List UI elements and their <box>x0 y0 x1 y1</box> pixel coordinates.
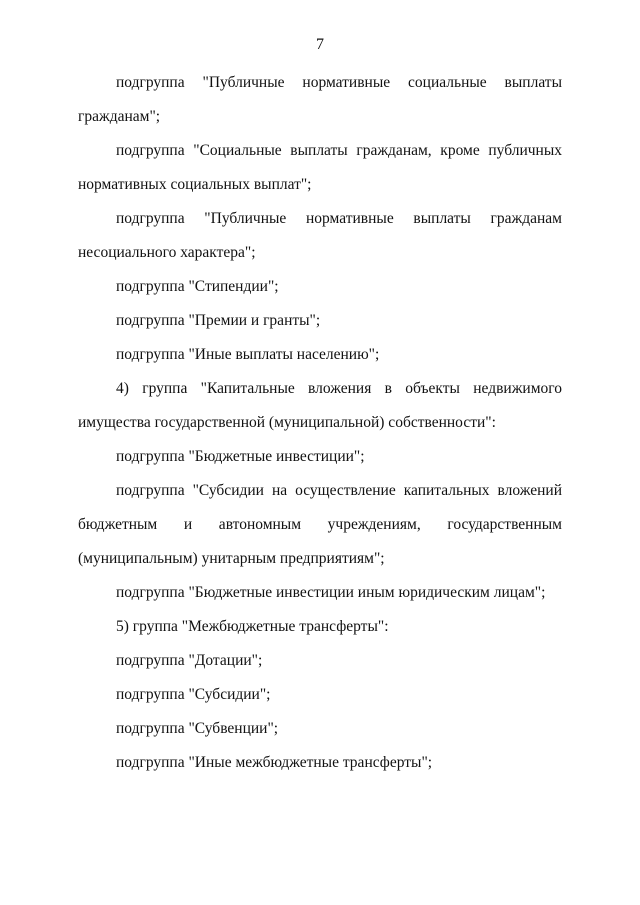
paragraph-subsidies: подгруппа "Субсидии"; <box>116 686 271 703</box>
page-number: 7 <box>316 36 324 53</box>
paragraph-budget-investments: подгруппа "Бюджетные инвестиции"; <box>116 448 365 465</box>
paragraph-public-normative-nonsocial-payments: подгруппа "Публичные нормативные выплаты гражданам несоциального характера"; <box>78 210 562 261</box>
paragraph-scholarships: подгруппа "Стипендии"; <box>116 278 279 295</box>
paragraph-group-capital-investments: 4) группа "Капитальные вложения в объекты недвижимого имущества государственной (муниципальной) собственности": <box>78 380 562 431</box>
paragraph-grants-dotations: подгруппа "Дотации"; <box>116 652 263 669</box>
paragraph-capital-investment-subsidies: подгруппа "Субсидии на осуществление капитальных вложений бюджетным и автономным учреждениям, государственным (муниципальным) унитарным предприятиям"; <box>78 482 562 567</box>
paragraph-other-payments-to-population: подгруппа "Иные выплаты населению"; <box>116 346 380 363</box>
paragraph-prizes-and-grants: подгруппа "Премии и гранты"; <box>116 312 321 329</box>
paragraph-group-interbudget-transfers: 5) группа "Межбюджетные трансферты": <box>116 618 389 635</box>
document-body <box>78 66 562 780</box>
paragraph-other-interbudget-transfers: подгруппа "Иные межбюджетные трансферты"; <box>116 754 433 771</box>
paragraph-subventions: подгруппа "Субвенции"; <box>116 720 279 737</box>
paragraph-public-normative-social-payments: подгруппа "Публичные нормативные социальные выплаты гражданам"; <box>78 74 562 125</box>
paragraph-social-payments-except-public: подгруппа "Социальные выплаты гражданам, кроме публичных нормативных социальных выплат"; <box>78 142 562 193</box>
paragraph-budget-investments-other-legal-entities: подгруппа "Бюджетные инвестиции иным юридическим лицам"; <box>116 584 546 601</box>
